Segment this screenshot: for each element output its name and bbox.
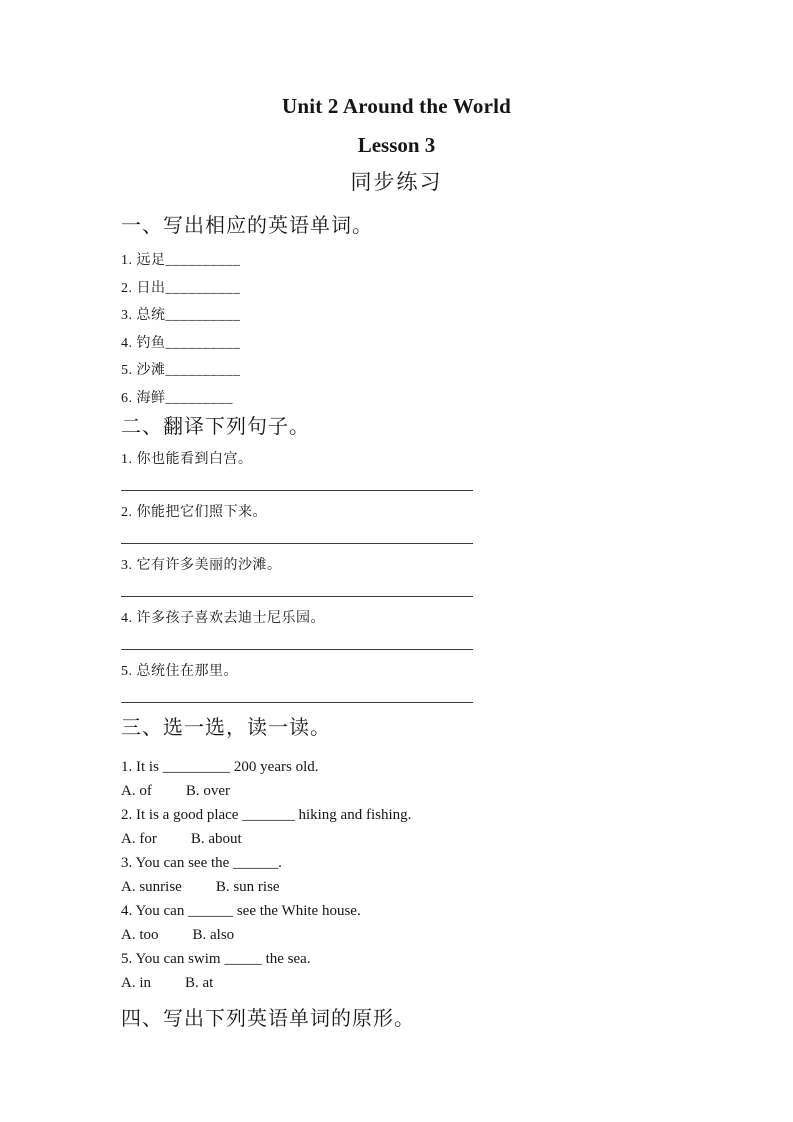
word-item-4: 4. 钓鱼__________	[121, 335, 241, 351]
translation-item-3	[121, 558, 733, 597]
word-item-2: 2. 日出__________	[121, 280, 241, 296]
choice-question-4: 4. You can ______ see the White house.	[121, 903, 361, 919]
word-item-5: 5. 沙滩__________	[121, 363, 241, 378]
translation-sentence-2: 2. 你能把它们照下来。	[121, 505, 267, 520]
choice-options-1	[121, 779, 733, 803]
translation-item-4	[121, 611, 733, 650]
answer-line-1	[121, 490, 473, 491]
word-item-3: 3. 总统__________	[121, 308, 241, 323]
translation-sentence-5: 5. 总统住在那里。	[121, 664, 238, 679]
translation-sentence-3: 3. 它有许多美丽的沙滩。	[121, 558, 282, 573]
option-2b: B. about	[190, 831, 242, 847]
section-original-forms	[121, 1008, 733, 1031]
answer-line-2	[121, 543, 473, 544]
word-item-1: 1. 远足__________	[121, 253, 241, 268]
choice-question-2: 2. It is a good place _______ hiking and fishing.	[121, 807, 412, 823]
section2-heading: 二、翻译下列句子。	[121, 416, 310, 438]
choice-options-3	[121, 875, 733, 899]
translation-list	[121, 452, 733, 703]
choice-question-5: 5. You can swim _____ the sea.	[121, 951, 311, 967]
translation-sentence-4: 4. 许多孩子喜欢去迪士尼乐园。	[121, 611, 325, 626]
translation-item-1	[121, 452, 733, 491]
section-choose	[121, 717, 733, 995]
choice-options-2	[121, 827, 733, 851]
option-4b: B. also	[192, 927, 235, 943]
translation-item-2	[121, 505, 733, 544]
option-4a: A. too	[121, 927, 159, 943]
choice-options-5	[121, 971, 733, 995]
option-1a: A. of	[121, 783, 152, 799]
option-5a: A. in	[121, 975, 151, 991]
word-item-6: 6. 海鲜_________	[121, 390, 233, 406]
option-5b: B. at	[185, 975, 214, 991]
unit-title: Unit 2 Around the World	[281, 94, 512, 118]
translation-sentence-1: 1. 你也能看到白宫。	[121, 452, 253, 467]
lesson-title: Lesson 3	[357, 133, 436, 157]
choice-list	[121, 755, 733, 995]
choice-question-1: 1. It is _________ 200 years old.	[121, 759, 319, 775]
section-translate	[121, 416, 733, 703]
choice-options-4	[121, 923, 733, 947]
option-3b: B. sun rise	[215, 879, 280, 895]
option-3a: A. sunrise	[121, 879, 182, 895]
answer-line-4	[121, 649, 473, 650]
title-block	[0, 0, 793, 193]
option-1b: B. over	[185, 783, 230, 799]
option-2a: A. for	[121, 831, 157, 847]
section-write-words	[121, 215, 733, 412]
section1-heading: 一、写出相应的英语单词。	[121, 215, 373, 237]
word-list	[121, 247, 733, 412]
answer-line-3	[121, 596, 473, 597]
answer-line-5	[121, 702, 473, 703]
translation-item-5	[121, 664, 733, 703]
section4-heading: 四、写出下列英语单词的原形。	[121, 1008, 415, 1030]
choice-question-3: 3. You can see the ______.	[121, 855, 282, 871]
section3-heading: 三、选一选，读一读。	[121, 717, 331, 739]
worksheet-subtitle: 同步练习	[350, 170, 443, 194]
